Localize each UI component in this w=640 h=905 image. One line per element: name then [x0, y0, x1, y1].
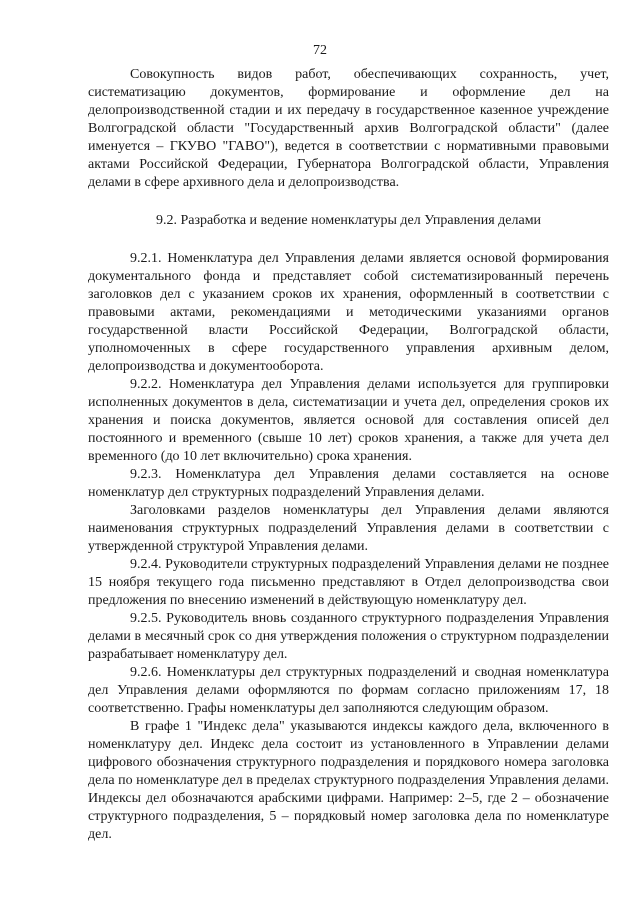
- paragraph-9-2-4: 9.2.4. Руководители структурных подразделений Управления делами не позднее 15 ноября текущего года письменно представляют в Отдел делопроизводства свои предложения по внесению изменений в действующую номенклатуру дел.: [88, 557, 609, 608]
- spacer: [88, 192, 609, 212]
- intro-paragraph: Совокупность видов работ, обеспечивающих сохранность, учет, систематизацию документов, формирование и оформление дел на делопроизводственной стадии и их передачу в государственное казенное учреждение Волгоградской области "Государственный архив Волгоградской области" (далее именуется – ГКУВО "ГАВО"), ведется в соответствии с нормативными правовыми актами Российской Федерации, Губернатора Волгоградской области, Управления делами в сфере архивного дела и делопроизводства.: [88, 67, 609, 190]
- spacer: [88, 230, 609, 250]
- paragraph-9-2-5: 9.2.5. Руководитель вновь созданного структурного подразделения Управления делами в месячный срок со дня утверждения положения о структурном подразделении разрабатывает номенклатуру дел.: [88, 611, 609, 662]
- paragraph-9-2-6: 9.2.6. Номенклатуры дел структурных подразделений и сводная номенклатура дел Управления делами оформляются по формам согласно приложениям 17, 18 соответственно. Графы номенклатуры дел заполняются следующим образом.: [88, 665, 609, 716]
- page-number: 72: [313, 43, 327, 58]
- page-content: [88, 66, 609, 844]
- paragraph-9-2-3: 9.2.3. Номенклатура дел Управления делами составляется на основе номенклатур дел структурных подразделений Управления делами.: [88, 467, 609, 500]
- paragraph-9-2-1: 9.2.1. Номенклатура дел Управления делами является основой формирования документального фонда и представляет собой систематизированный перечень заголовков дел с указанием сроков их хранения, оформленный в соответствии с правовыми актами, рекомендациями и методическими указаниями органов государственной власти Российской Федерации, Волгоградской области, уполномоченных в сфере государственного управления архивным делом, делопроизводства и документооборота.: [88, 251, 609, 374]
- paragraph-9-2-2: 9.2.2. Номенклатура дел Управления делами используется для группировки исполненных документов в дела, систематизации и учета дел, определения сроков их хранения и поиска документов, является основой для составления описей дел постоянного и временного (свыше 10 лет) сроков хранения, а также для учета дел временного (до 10 лет включительно) срока хранения.: [88, 377, 609, 464]
- paragraph-column-1-index: В графе 1 "Индекс дела" указываются индексы каждого дела, включенного в номенклатуру дел. Индекс дела состоит из установленного в Управлении делами цифрового обозначения структурного подразделения и порядкового номера заголовка дела по номенклатуре дел в пределах структурного подразделения Управления делами. Индексы дел обозначаются арабскими цифрами. Например: 2–5, где 2 – обозначение структурного подразделения, 5 – порядковый номер заголовка дела по номенклатуре дел.: [88, 719, 609, 842]
- section-heading: 9.2. Разработка и ведение номенклатуры дел Управления делами: [155, 213, 542, 228]
- paragraph-section-titles: Заголовками разделов номенклатуры дел Управления делами являются наименования структурных подразделений Управления делами в соответствии с утвержденной структурой Управления делами.: [88, 503, 609, 554]
